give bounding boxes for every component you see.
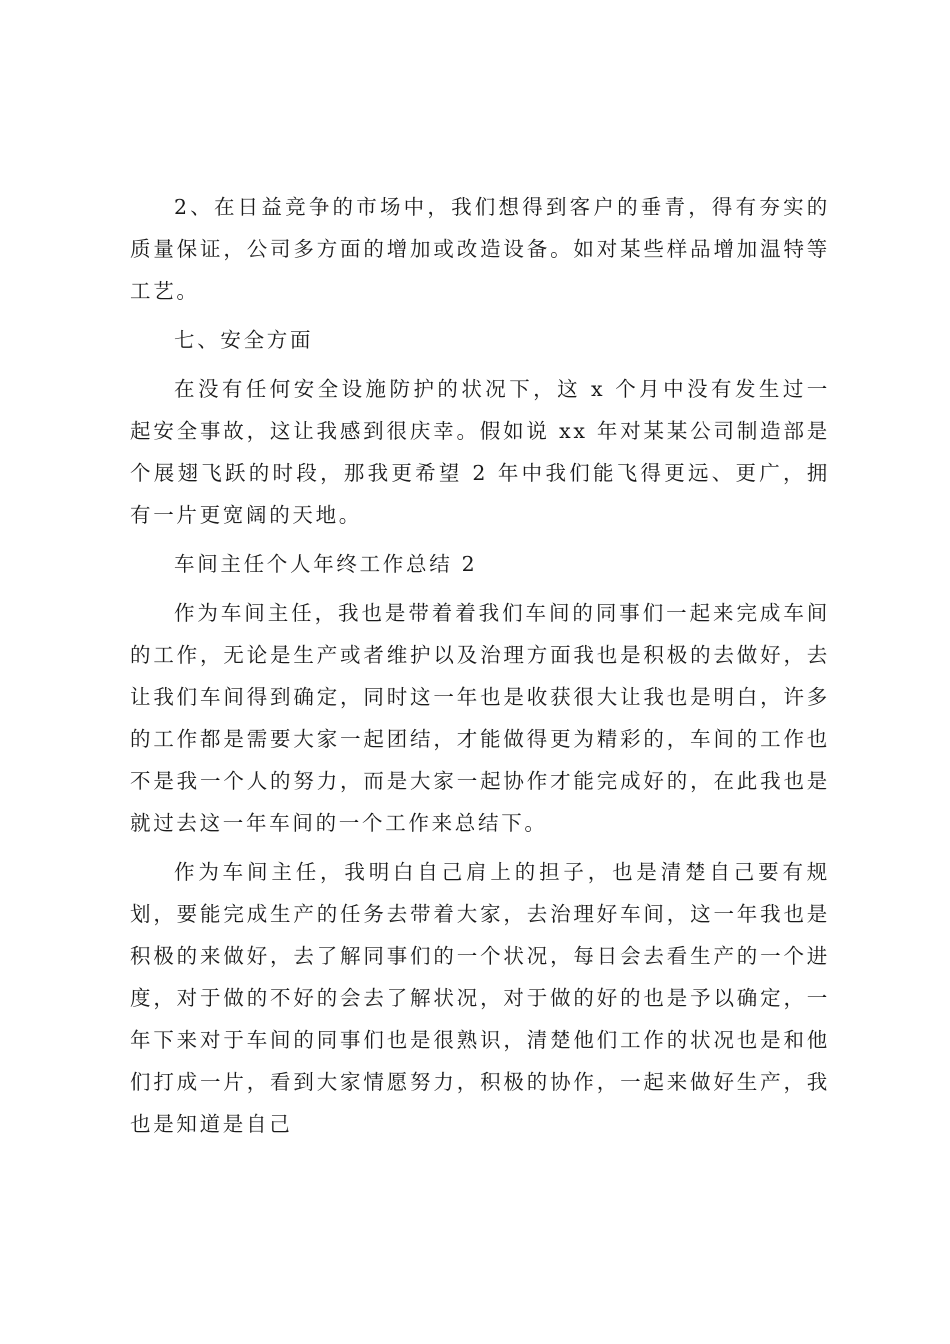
paragraph-intro: 作为车间主任，我也是带着着我们车间的同事们一起来完成车间的工作，无论是生产或者维护以及治理方面我也是积极的去做好，去让我们车间得到确定，同时这一年也是收获很大让我也是明白，许多的工作都是需要大家一起团结，才能做得更为精彩的，车间的工作也不是我一个人的努力，而是大家一起协作才能完成好的，在此我也是就过去这一年车间的一个工作来总结下。: [130, 601, 830, 835]
paragraph-safety: 在没有任何安全设施防护的状况下，这 x 个月中没有发生过一起安全事故，这让我感到很庆幸。假如说 xx 年对某某公司制造部是个展翅飞跃的时段，那我更希望 2 年中我们能飞得更远、更广，拥有一片更宽阔的天地。: [130, 377, 830, 527]
paragraph-quality-assurance: 2、在日益竞争的市场中，我们想得到客户的垂青，得有夯实的质量保证，公司多方面的增加或改造设备。如对某些样品增加温特等工艺。: [130, 195, 830, 303]
document-subtitle: 车间主任个人年终工作总结 2: [174, 552, 478, 576]
paragraph-responsibility: 作为车间主任，我明白自己肩上的担子，也是清楚自己要有规划，要能完成生产的任务去带着大家，去治理好车间，这一年我也是积极的来做好，去了解同事们的一个状况，每日会去看生产的一个进度，对于做的不好的会去了解状况，对于做的好的也是予以确定，一年下来对于车间的同事们也是很熟识，清楚他们工作的状况也是和他们打成一片，看到大家情愿努力，积极的协作，一起来做好生产，我也是知道是自己: [130, 860, 830, 1136]
section-heading-safety: 七、安全方面: [174, 328, 314, 352]
document-body: [130, 186, 830, 1152]
